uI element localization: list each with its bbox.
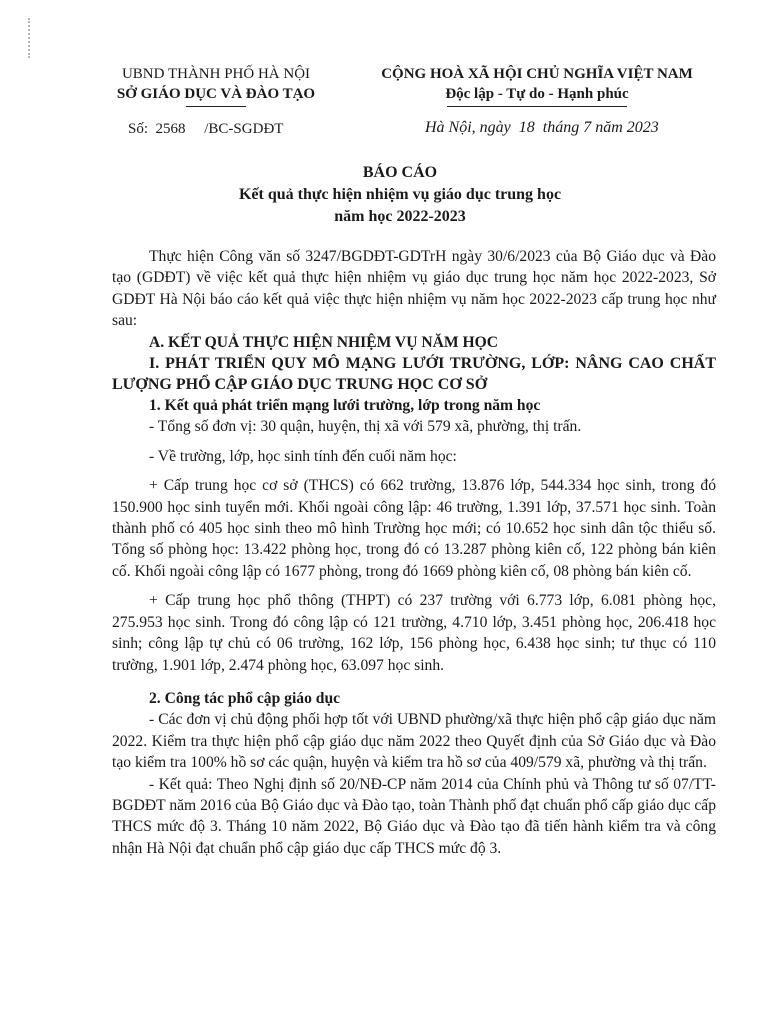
motto-underline [447,106,627,107]
intro-paragraph: Thực hiện Công văn số 3247/BGDĐT-GDTrH ngày 30/6/2023 của Bộ Giáo dục và Đào tạo (GDĐT) về việc kết quả thực hiện nhiệm vụ giáo dục trung học năm học 2022-2023, Sở GDĐT Hà Nội báo cáo kết quả việc thực hiện nhiệm vụ năm học 2022-2023 cấp trung học như sau: [112,248,716,330]
issuing-agency [72,64,360,107]
agency-name: SỞ GIÁO DỤC VÀ ĐÀO TẠO [116,86,316,102]
report-kind: BÁO CÁO [362,164,438,181]
report-title [100,162,700,228]
universal-education-paragraph-1: - Các đơn vị chủ động phối hợp tốt với UBND phường/xã thực hiện phổ cập giáo dục năm 2022. Kiểm tra thực hiện phổ cập giáo dục năm 2022 theo Quyết định của Sở Giáo dục và Đào tạo kiểm tra 100% hồ sơ các quận, huyện và kiểm tra hồ sơ của 409/579 xã, phường và thị trấn. [112,711,716,772]
report-body [112,246,716,859]
scan-mark [28,18,34,58]
units-paragraph: - Tổng số đơn vị: 30 quận, huyện, thị xã với 579 xã, phường, thị trấn. [149,418,582,436]
schools-paragraph: - Về trường, lớp, học sinh tính đến cuối năm học: [149,447,457,465]
document-date: Hà Nội, ngày 18 tháng 7 năm 2023 [425,119,659,136]
thpt-paragraph: + Cấp trung học phổ thông (THPT) có 237 trường với 6.773 lớp, 6.081 phòng học, 275.953 học sinh. Trong đó công lập có 121 trường, 4.710 lớp, 3.451 phòng học, 206.418 học sinh; công lập tự chủ có 06 trường, 162 lớp, 156 phòng học, 6.438 học sinh; tư thục có 110 trường, 1.901 lớp, 2.474 phòng học, 63.097 học sinh. [112,592,716,674]
report-subject-line2: năm học 2022-2023 [334,208,466,225]
national-motto: Độc lập - Tự do - Hạnh phúc [445,86,629,102]
agency-parent: UBND THÀNH PHỐ HÀ NỘI [121,66,311,82]
subsection-1-heading: 1. Kết quả phát triển mạng lưới trường, lớp trong năm học [149,397,541,415]
national-title: CỘNG HOÀ XÃ HỘI CHỦ NGHĨA VIỆT NAM [381,66,693,82]
thcs-paragraph: + Cấp trung học cơ sở (THCS) có 662 trường, 13.876 lớp, 544.334 học sinh, trong đó 150.900 học sinh tuyển mới. Khối ngoài công lập: 46 trường, 1.391 lớp, 37.571 học sinh. Toàn thành phố có 405 học sinh theo mô hình Trường học mới; có 10.652 học sinh dân tộc thiểu số. Tổng số phòng học: 13.422 phòng học, trong đó có 13.287 phòng kiên cố, 122 phòng bán kiên cố. Khối ngoài công lập có 1677 phòng, trong đó 1669 phòng kiên cố, 08 phòng bán kiên cố. [112,477,716,580]
section-i-heading: I. PHÁT TRIỂN QUY MÔ MẠNG LƯỚI TRƯỜNG, LỚP: NÂNG CAO CHẤT LƯỢNG PHỔ CẬP GIÁO DỤC TRUNG HỌC CƠ SỞ [112,355,716,394]
report-subject-line1: Kết quả thực hiện nhiệm vụ giáo dục trung học [238,186,562,203]
agency-underline [186,106,246,107]
document-number: Số: 2568 /BC-SGDĐT [128,121,284,137]
subsection-2-heading: 2. Công tác phổ cập giáo dục [149,689,341,707]
national-header [362,64,712,107]
universal-education-paragraph-2: - Kết quả: Theo Nghị định số 20/NĐ-CP năm 2014 của Chính phủ và Thông tư số 07/TT- BGDĐT năm 2016 của Bộ Giáo dục và Đào tạo, toàn Thành phố đạt chuẩn phổ cấp giáo dục cấp THCS mức độ 3. Tháng 10 năm 2022, Bộ Giáo dục và Đào tạo đã tiến hành kiểm tra và công nhận Hà Nội đạt chuẩn phổ cập giáo dục cấp THCS mức độ 3. [112,775,716,857]
section-a-heading: A. KẾT QUẢ THỰC HIỆN NHIỆM VỤ NĂM HỌC [149,333,499,351]
